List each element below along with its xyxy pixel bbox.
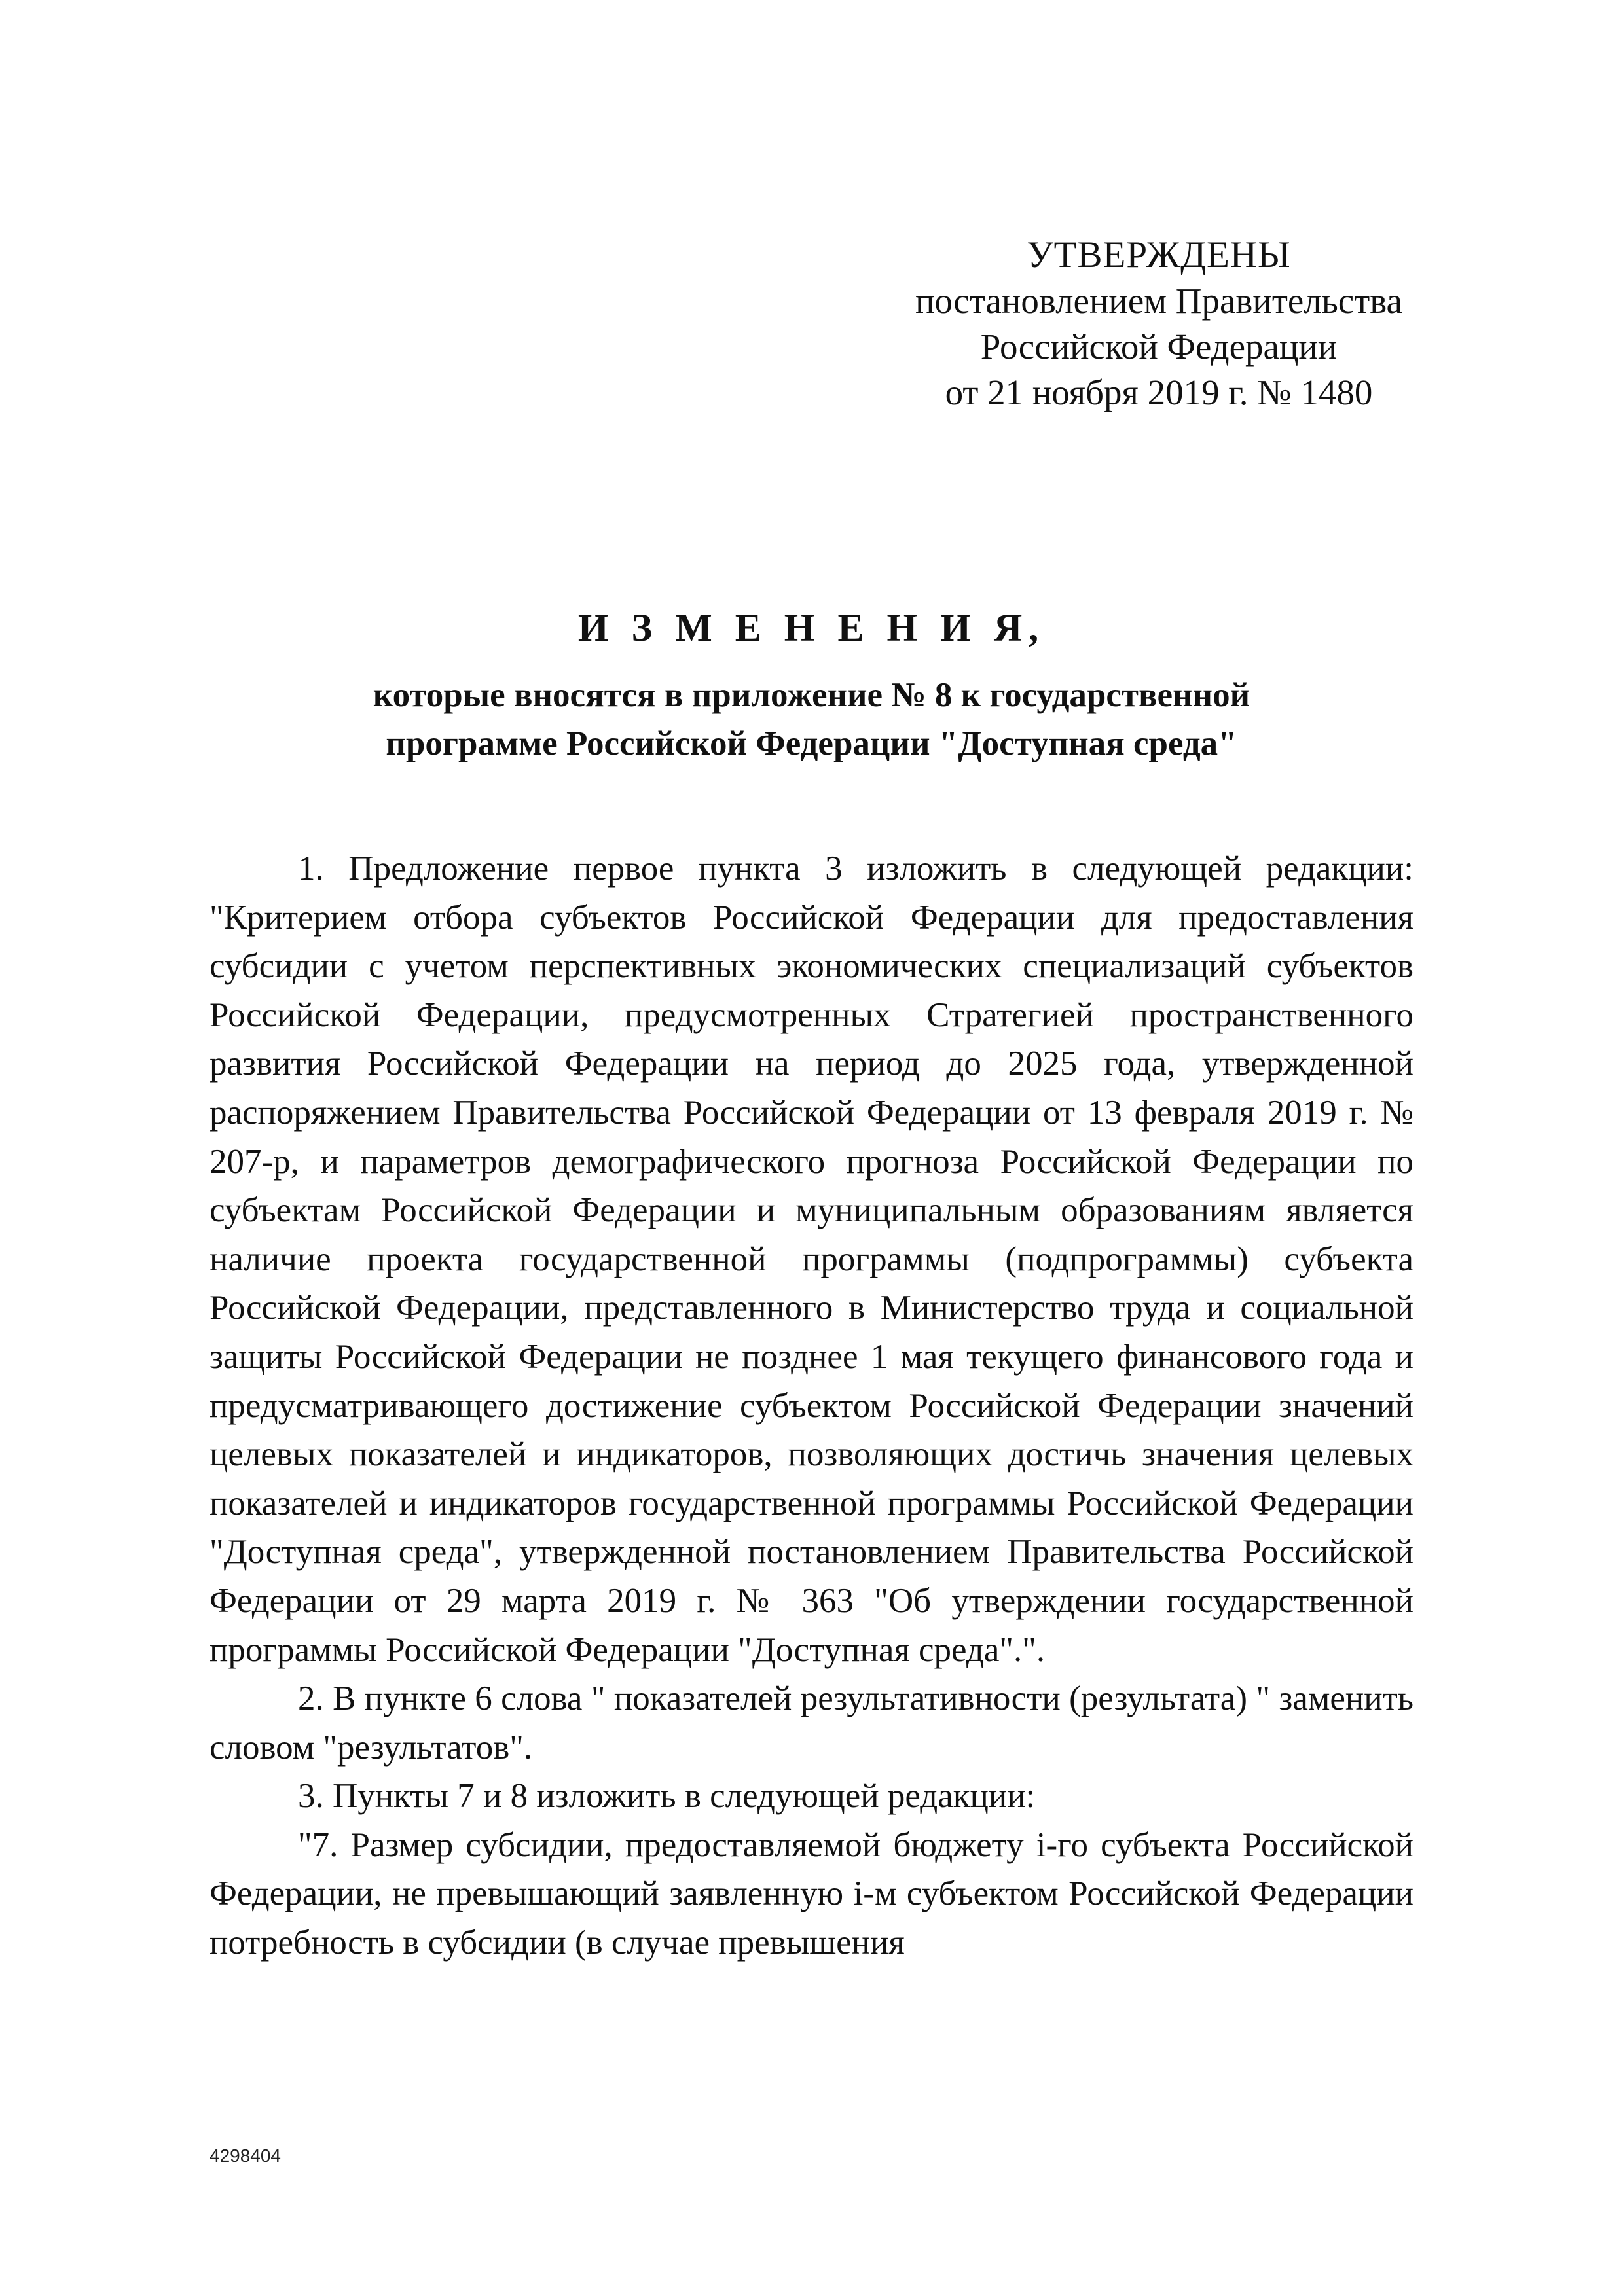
approval-title: УТВЕРЖДЕНЫ [1027,234,1291,276]
document-subtitle [210,671,1413,768]
subtitle-line-1: которые вносятся в приложение № 8 к государственной [373,676,1250,714]
document-number: 4298404 [210,2145,282,2166]
approval-stamp [877,232,1440,416]
paragraph-2: 2. В пункте 6 слова " показателей результативности (результата) " заменить словом "результатов". [210,1679,1413,1767]
subtitle-line-2: программе Российской Федерации "Доступная среда" [386,725,1237,762]
approval-line-3: от 21 ноября 2019 г. № 1480 [945,372,1373,412]
paragraph-3: 3. Пункты 7 и 8 изложить в следующей редакции: [298,1777,1036,1816]
approval-line-1: постановлением Правительства [915,281,1402,321]
paragraph-4: "7. Размер субсидии, предоставляемой бюджету i-го субъекта Российской Федерации, не превышающий заявленную i-м субъектом Российской Федерации потребность в субсидии (в случае превышения [210,1825,1413,1962]
document-body [210,844,1413,1967]
document-title: И З М Е Н Е Н И Я, [577,606,1046,649]
approval-line-2: Российской Федерации [980,327,1338,367]
paragraph-1: 1. Предложение первое пункта 3 изложить в следующей редакции: "Критерием отбора субъектов Российской Федерации для предоставления субсидии с учетом перспективных экономических специализаций субъектов Российской Федерации, предусмотренных Стратегией пространственного развития Российской Федерации на период до 2025 года, утвержденной распоряжением Правительства Российской Федерации от 13 февраля 2019 г. № 207-р, и параметров демографического прогноза Российской Федерации по субъектам Российской Федерации и муниципальным образованиям является наличие проекта государственной программы (подпрограммы) субъекта Российской Федерации, представленного в Министерство труда и социальной защиты Российской Федерации не позднее 1 мая текущего финансового года и предусматривающего достижение субъектом Российской Федерации значений целевых показателей и индикаторов, позволяющих достичь значения целевых показателей и индикаторов государственной программы Российской Федерации "Доступная среда", утвержденной постановлением Правительства Российской Федерации от 29 марта 2019 г. № 363 "Об утверждении государственной программы Российской Федерации "Доступная среда".". [210,850,1413,1669]
